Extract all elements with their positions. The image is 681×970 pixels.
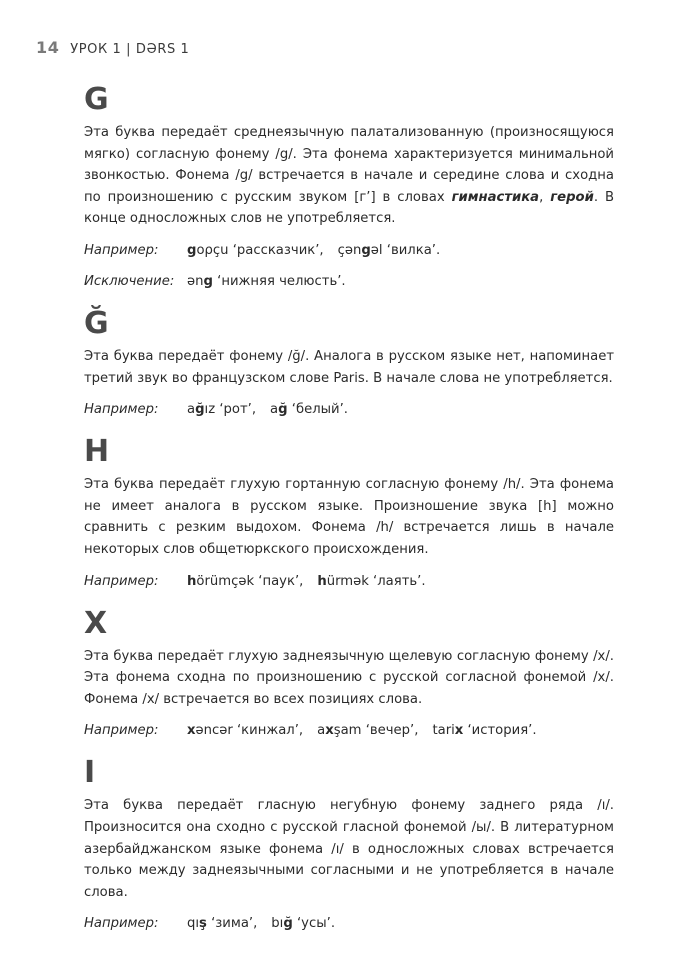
running-header (36, 38, 189, 57)
word-prefix: ən (187, 273, 204, 289)
page-content (84, 78, 614, 934)
example-line (84, 399, 614, 420)
example-line (84, 571, 614, 592)
word-rest: ürmək ‘лаять’. (326, 573, 426, 589)
example-word (432, 720, 536, 741)
example-line (84, 240, 614, 261)
paragraph-h: Эта буква передаёт глухую гортанную согласную фонему /h/. Эта фонема не имеет аналога в русском языке. Произношение звука [h] можно сравнить с резким выдохом. Фонема /h/ встречается лишь в начале некоторых слов общетюркского происхождения. (84, 477, 614, 557)
highlight-letter: g (203, 273, 213, 289)
example-label: Например: (84, 573, 159, 589)
text: Эта буква передаёт среднеязычную палатализованную (произносящуюся мягко) согласную фонему /g/. Эта фонема характеризуется минимальной звонкостью. Фонема /g/ встречается в начале и середине слова и сходна по произношению с русским звуком [г’] в словах (84, 125, 614, 205)
page-number: 14 (36, 38, 60, 57)
emphasis-word: гимнастика (451, 189, 540, 205)
example-label: Например: (84, 402, 159, 418)
letter-heading-i: I (84, 755, 96, 791)
example-word (187, 399, 256, 420)
example-label: Например: (84, 242, 159, 258)
highlight-letter: h (317, 573, 327, 589)
example-word (187, 913, 257, 934)
highlight-letter: x (187, 723, 196, 739)
example-word (187, 271, 346, 292)
word-prefix: çən (337, 242, 362, 258)
highlight-letter: x (454, 723, 464, 739)
paragraph-gh: Эта буква передаёт фонему /ğ/. Аналога в русском языке нет, напоминает третий звук во французском слове Paris. В начале слова не употребляется. (84, 348, 614, 386)
chapter-title: УРОК 1 | DƏRS 1 (70, 42, 190, 57)
word-prefix: a (317, 723, 326, 739)
word-prefix: qı (187, 916, 200, 932)
highlight-letter: x (325, 723, 334, 739)
word-rest: ορçu ‘рассказчик’, (196, 242, 324, 258)
word-rest: ‘зима’, (206, 916, 258, 932)
highlight-letter: g (187, 242, 197, 258)
word-rest: ‘нижняя челюсть’. (212, 273, 346, 289)
word-rest: əl ‘вилка’. (370, 242, 441, 258)
word-rest: ız ‘рот’, (204, 402, 257, 418)
word-rest: örümçək ‘паук’, (196, 573, 304, 589)
section-g (84, 78, 614, 292)
example-word (271, 913, 335, 934)
word-rest: ‘история’. (463, 723, 537, 739)
exception-line (84, 271, 614, 292)
highlight-letter: g (361, 242, 371, 258)
example-word (187, 720, 303, 741)
emphasis-word: герой (550, 189, 594, 205)
word-prefix: tari (432, 723, 455, 739)
example-line (84, 913, 614, 934)
letter-heading-h: H (84, 434, 110, 470)
paragraph-g (84, 122, 614, 230)
section-gh (84, 302, 614, 420)
word-prefix: bı (271, 916, 284, 932)
text: , (539, 189, 551, 205)
highlight-letter: ğ (278, 402, 288, 418)
highlight-letter: ğ (283, 916, 293, 932)
highlight-letter: ş (199, 916, 207, 932)
example-word (338, 240, 441, 261)
word-rest: ‘усы’. (292, 916, 336, 932)
exception-label: Исключение: (84, 273, 175, 289)
example-word (187, 240, 324, 261)
word-rest: şam ‘вечер’, (333, 723, 419, 739)
highlight-letter: h (187, 573, 197, 589)
example-word (317, 720, 418, 741)
example-word (317, 571, 425, 592)
example-line (84, 720, 614, 741)
text: . В конце односложных слов не употребляется. (84, 189, 614, 227)
section-x (84, 602, 614, 742)
section-h (84, 430, 614, 591)
highlight-letter: ğ (195, 402, 205, 418)
word-prefix: a (187, 402, 196, 418)
example-label: Например: (84, 723, 159, 739)
letter-heading-g: G (84, 82, 109, 117)
paragraph-x: Эта буква передаёт глухую заднеязычную щелевую согласную фонему /x/. Эта фонема сходна по произношению с русской согласной фонемой /х/. Фонема /x/ встречается во всех позициях слова. (84, 648, 614, 707)
section-i (84, 751, 614, 934)
word-rest: əncər ‘кинжал’, (195, 723, 304, 739)
word-rest: ‘белый’. (287, 402, 349, 418)
example-word (187, 571, 303, 592)
example-word (270, 399, 348, 420)
paragraph-i: Эта буква передаёт гласную негубную фонему заднего ряда /ı/. Произносится она сходно с русской гласной фонемой /ы/. В литературном азербайджанском языке фонема /ı/ в односложных словах встречается только между заднеязычными согласными и не употребляется в начале слова. (84, 798, 614, 900)
letter-heading-gh: Ğ (84, 305, 109, 341)
word-prefix: a (270, 402, 279, 418)
letter-heading-x: X (84, 605, 108, 641)
example-label: Например: (84, 916, 159, 932)
